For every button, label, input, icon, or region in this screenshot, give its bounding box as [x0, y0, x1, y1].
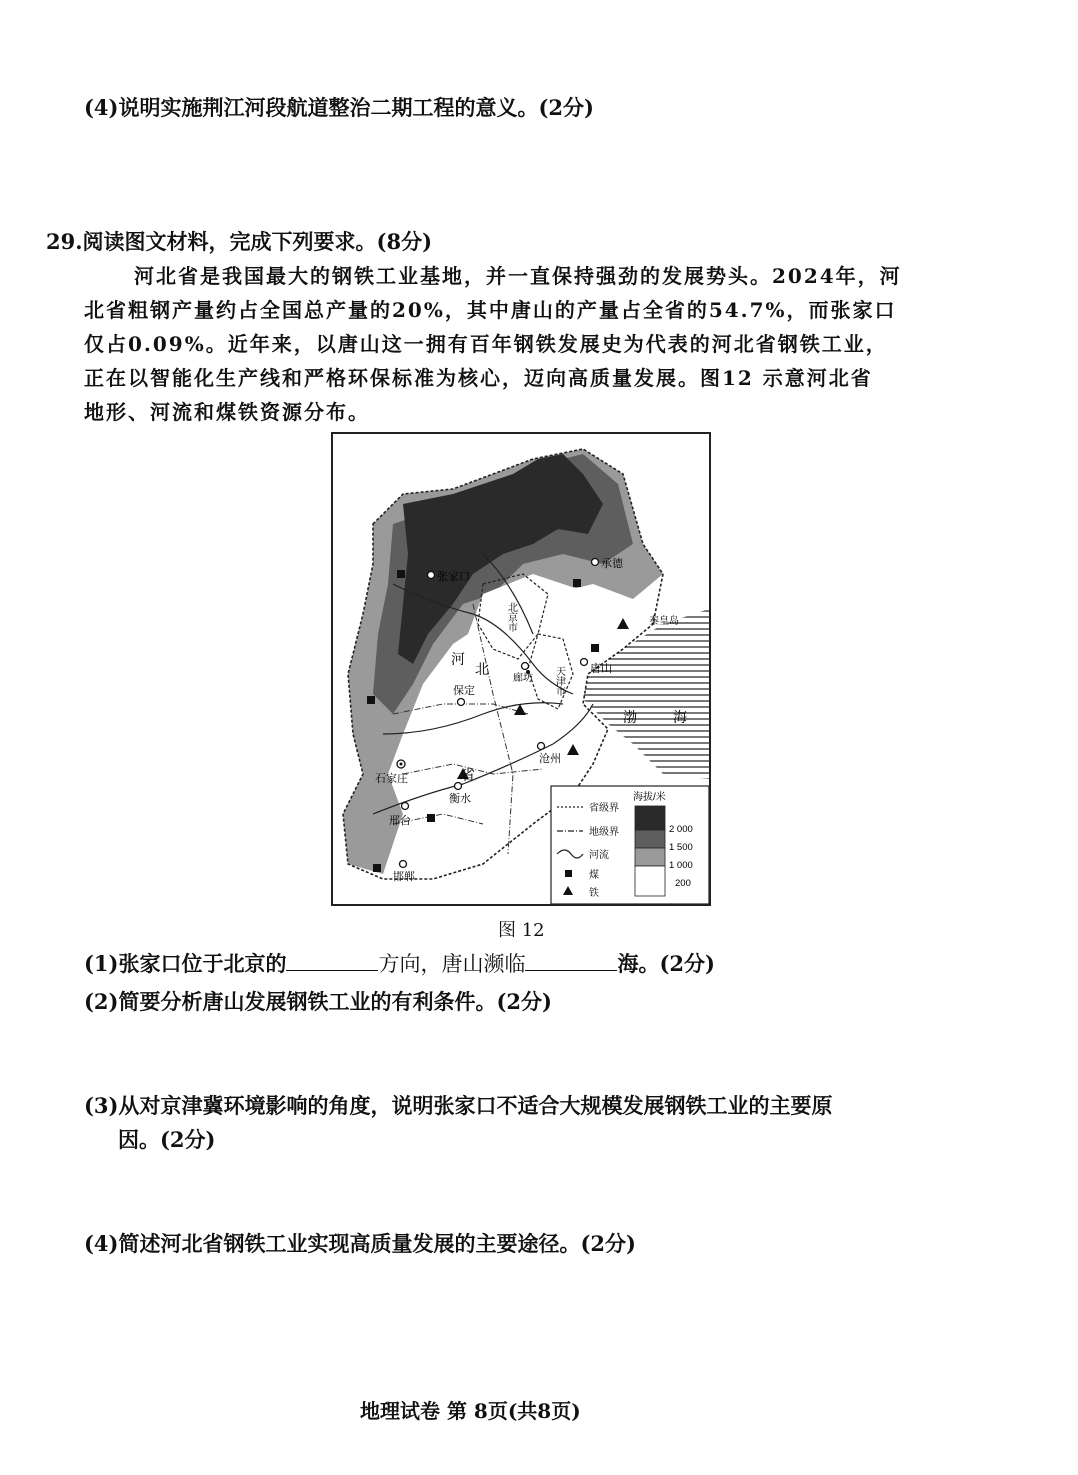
city-marker-xingtai: [402, 803, 409, 810]
region-label-hai: 海: [673, 709, 687, 725]
answer-blank-sea[interactable]: [525, 952, 617, 971]
city-label-tangshan: 唐山: [590, 663, 612, 675]
legend-coal-symbol: [565, 870, 572, 877]
paragraph-line-4: 正在以智能化生产线和严格环保标准为核心，迈向高质量发展。图12 示意河北省: [84, 366, 873, 390]
city-label-langfang: 廊坊: [513, 673, 533, 684]
page-footer: 地理试卷 第 8页(共8页): [360, 1399, 581, 1423]
city-marker-handan: [400, 861, 407, 868]
legend-elev-1500: 1 500: [669, 842, 693, 853]
legend-coal: 煤: [589, 870, 599, 881]
legend-provincial-border: 省级界: [589, 803, 619, 814]
sub-question-1-part-a: (1)张家口位于北京的: [84, 951, 287, 976]
legend-elev-1000: 1 000: [669, 860, 693, 871]
legend-elev-200: 200: [675, 878, 691, 889]
question-29-header: 29.阅读图文材料，完成下列要求。(8分): [46, 229, 433, 254]
legend-elev-2000: 2 000: [669, 824, 693, 835]
legend-elevation-title: 海拔/米: [633, 792, 666, 803]
sub-question-1: [84, 948, 715, 978]
sub-question-3-line-1: (3)从对京津冀环境影响的角度，说明张家口不适合大规模发展钢铁工业的主要原: [84, 1093, 833, 1118]
region-label-bohai: 渤: [623, 709, 637, 725]
coal-symbol: [573, 579, 581, 587]
city-label-chengde: 承德: [601, 558, 623, 570]
legend-elev-1500-swatch: [635, 830, 665, 848]
paragraph-line-3: 仅占0.09%。近年来，以唐山这一拥有百年钢铁发展史为代表的河北省钢铁工业，: [84, 332, 888, 356]
answer-blank-direction[interactable]: [286, 952, 378, 971]
coal-symbol: [397, 570, 405, 578]
sub-question-1-part-b: 方向，唐山濒临: [378, 952, 526, 976]
map-legend: [551, 786, 709, 904]
legend-elev-2000-swatch: [635, 806, 665, 830]
city-marker-langfang: [522, 663, 529, 670]
paragraph-line-5: 地形、河流和煤铁资源分布。: [84, 400, 370, 424]
region-label-he: 河: [451, 651, 465, 667]
city-label-baoding: 保定: [453, 685, 475, 697]
city-marker-cangzhou: [538, 743, 545, 750]
city-label-tianjin: 天津市: [553, 666, 565, 696]
city-label-qinhuangdao: 秦皇岛: [649, 616, 679, 627]
city-marker-zhangjiakou: [428, 572, 435, 579]
legend-river: 河流: [589, 850, 609, 861]
prev-question-4: (4)说明实施荆江河段航道整治二期工程的意义。(2分): [84, 95, 594, 120]
city-label-shijiazhuang: 石家庄: [375, 773, 408, 785]
legend-elev-200-swatch: [635, 866, 665, 896]
legend-elev-1000-swatch: [635, 848, 665, 866]
coal-symbol: [367, 696, 375, 704]
city-marker-shijiazhuang-dot: [400, 763, 403, 766]
city-label-xingtai: 邢台: [389, 815, 411, 827]
coal-symbol: [427, 814, 435, 822]
city-marker-hengshui: [455, 783, 462, 790]
city-marker-tangshan: [581, 659, 588, 666]
city-label-beijing: 北京市: [505, 602, 517, 632]
coal-symbol: [591, 644, 599, 652]
hebei-map-figure: [331, 432, 711, 906]
legend-prefecture-border: 地级界: [589, 827, 619, 838]
sub-question-1-part-c: 海。(2分): [617, 951, 715, 976]
sub-question-3-line-2: 因。(2分): [118, 1127, 216, 1152]
city-label-zhangjiakou: 张家口: [437, 571, 470, 583]
map-caption: 图 12: [498, 920, 545, 941]
city-marker-baoding: [458, 699, 465, 706]
region-label-bei: 北: [475, 661, 489, 677]
city-label-hengshui: 衡水: [449, 793, 471, 805]
sub-question-2: (2)简要分析唐山发展钢铁工业的有利条件。(2分): [84, 989, 552, 1014]
region-label-sheng: 省: [461, 767, 475, 783]
city-label-cangzhou: 沧州: [539, 753, 561, 765]
coal-symbol: [373, 864, 381, 872]
paragraph-line-1: 河北省是我国最大的钢铁工业基地，并一直保持强劲的发展势头。2024年，河: [134, 264, 902, 288]
city-marker-chengde: [592, 559, 599, 566]
sub-question-4: (4)简述河北省钢铁工业实现高质量发展的主要途径。(2分): [84, 1231, 636, 1256]
paragraph-line-2: 北省粗钢产量约占全国总产量的20%，其中唐山的产量占全省的54.7%，而张家口: [84, 298, 897, 322]
city-label-handan: 邯郸: [393, 871, 415, 883]
legend-iron: 铁: [589, 888, 599, 899]
hebei-map: [333, 434, 709, 904]
